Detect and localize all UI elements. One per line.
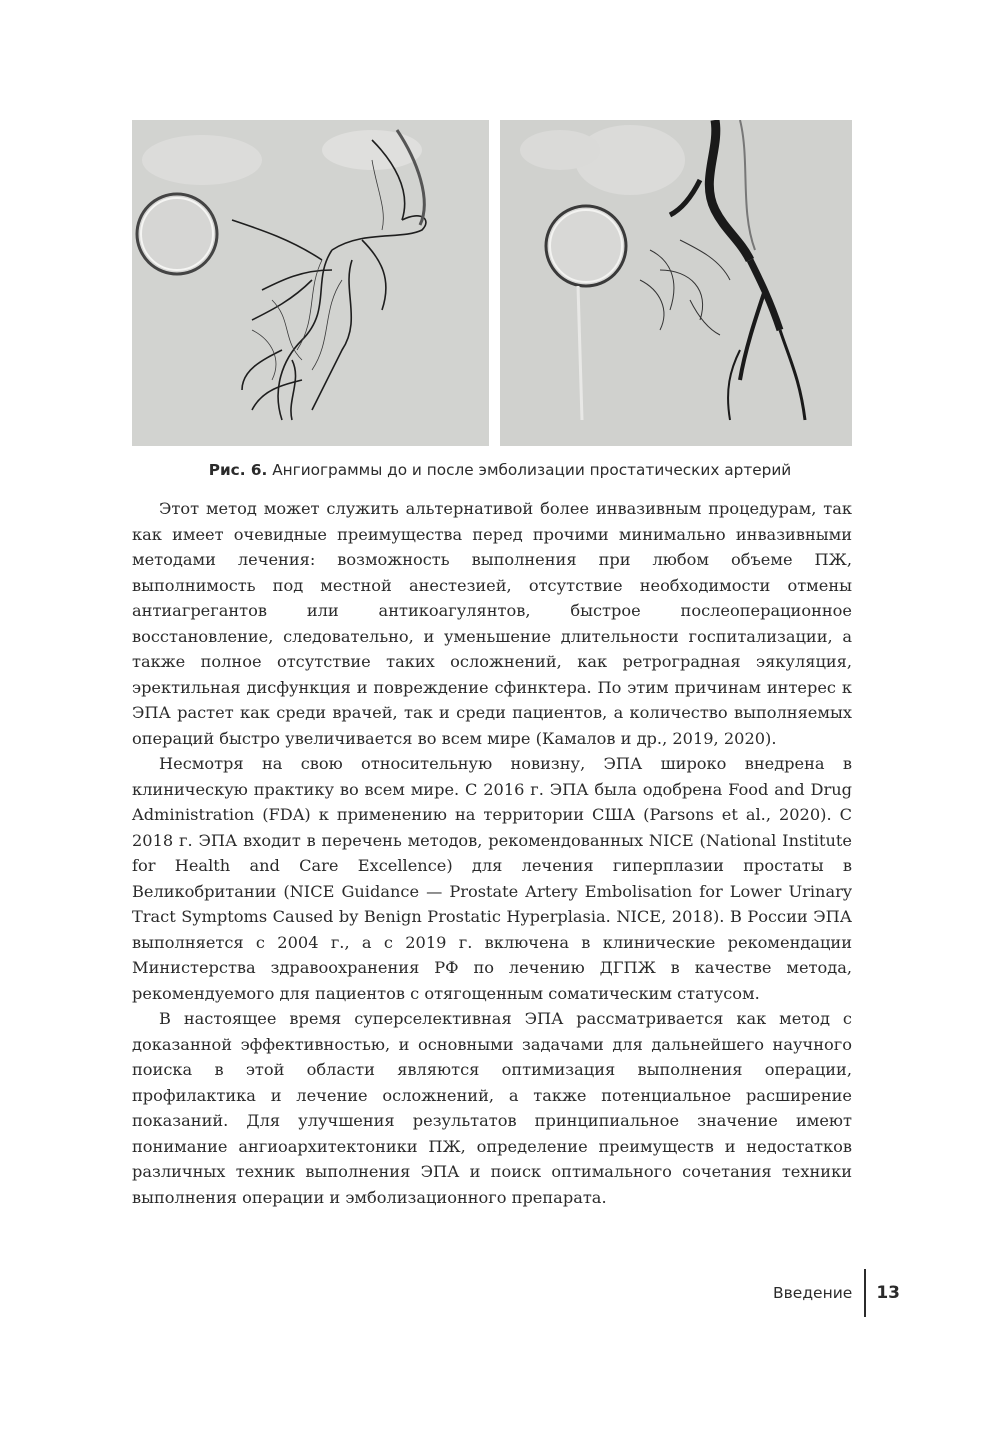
angiogram-after-image <box>500 120 852 446</box>
paragraph-1: Этот метод может служить альтернативой более инвазивным процедурам, так как имеет очевидные преимущества перед прочими минимально инвазивными методами лечения: возможность выполнения при любом объеме ПЖ, выполнимость под местной анестезией, отсутствие необходимости отмены антиагрегантов или антикоагулянтов, быстрое послеоперационное восстановление, следовательно, и уменьшение длительности госпитализации, а также полное отсутствие таких осложнений, как ретроградная эякуляция, эректильная дисфункция и повреждение сфинктера. По этим причинам интерес к ЭПА растет как среди врачей, так и среди пациентов, а количество выполняемых операций быстро увеличивается во всем мире (Камалов и др., 2019, 2020). <box>132 499 852 748</box>
body-text <box>132 496 852 1210</box>
figure-label: Рис. 6. <box>208 461 268 479</box>
angiogram-figure <box>132 120 852 446</box>
figure-caption-text: Ангиограммы до и после эмболизации простатических артерий <box>267 461 792 479</box>
page-number: 13 <box>876 1283 900 1303</box>
paragraph-3: В настоящее время суперселективная ЭПА рассматривается как метод с доказанной эффективностью, и основными задачами для дальнейшего научного поиска в этой области являются оптимизация выполнения операции, профилактика и лечение осложнений, а также потенциальное расширение показаний. Для улучшения результатов принципиальное значение имеют понимание ангиоархитектоники ПЖ, определение преимуществ и недостатков различных техник выполнения ЭПА и поиск оптимального сочетания техники выполнения операции и эмболизационного препарата. <box>132 1009 852 1207</box>
page-footer <box>773 1268 900 1318</box>
section-title: Введение <box>773 1284 853 1302</box>
paragraph-2: Несмотря на свою относительную новизну, ЭПА широко внедрена в клиническую практику во всем мире. С 2016 г. ЭПА была одобрена Food and Drug Administration (FDA) к применению на территории США (Parsons et al., 2020). С 2018 г. ЭПА входит в перечень методов, рекомендованных NICE (National Institute for Health and Care Excellence) для лечения гиперплазии простаты в Великобритании (NICE Guidance — Prostate Artery Embolisation for Lower Urinary Tract Symptoms Caused by Benign Prostatic Hyperplasia. NICE, 2018). В России ЭПА выполняется с 2004 г., а с 2019 г. включена в клинические рекомендации Министерства здравоохранения РФ по лечению ДГПЖ в качестве метода, рекомендуемого для пациентов с отягощенным соматическим статусом. <box>132 754 852 1003</box>
figure-caption <box>0 461 1000 479</box>
angiogram-before-image <box>132 120 489 446</box>
